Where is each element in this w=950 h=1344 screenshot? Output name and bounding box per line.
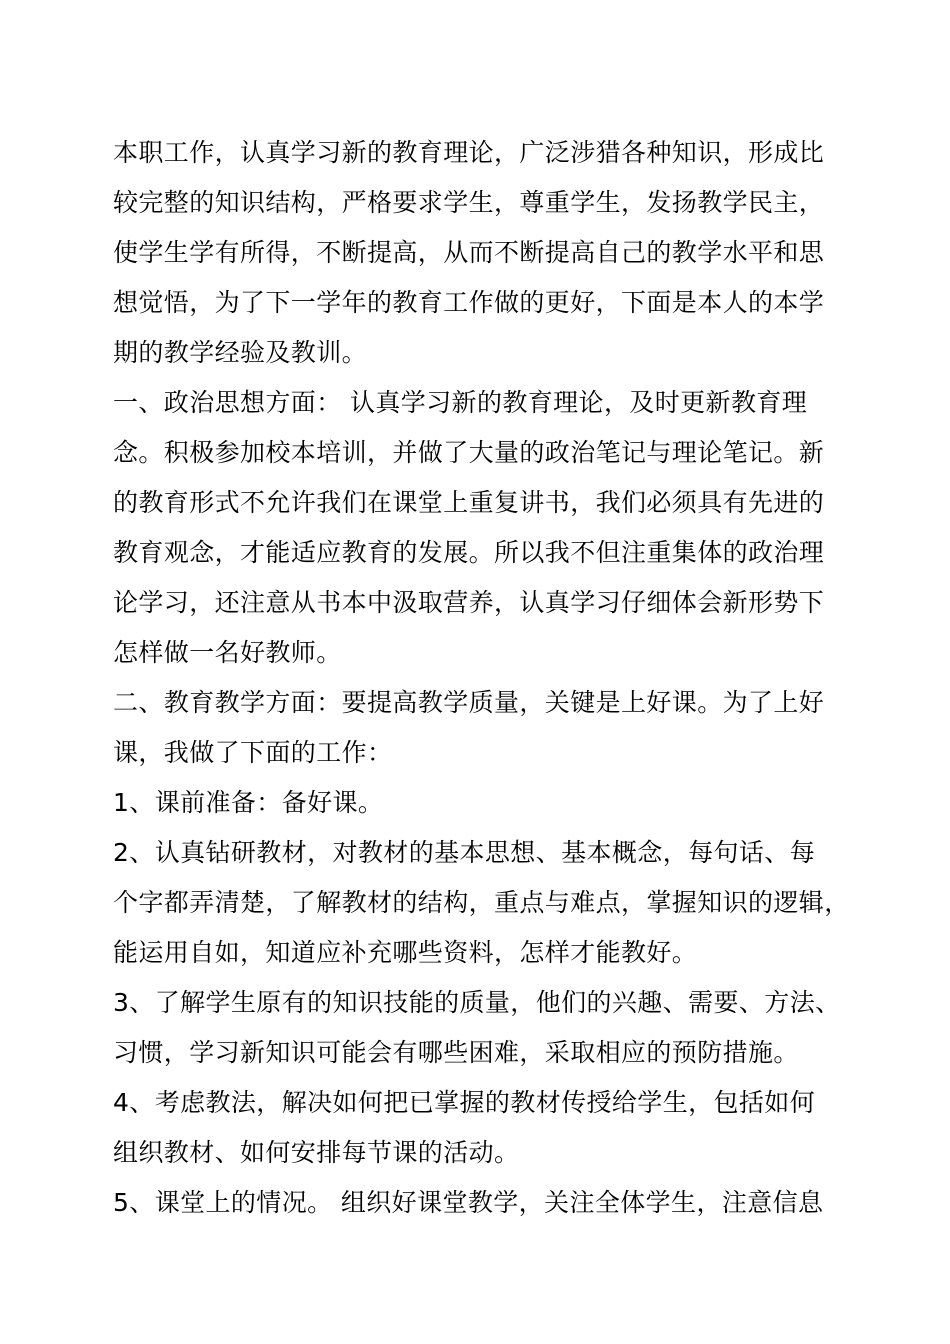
text-line: 想觉悟，为了下一学年的教育工作做的更好，下面是本人的本学: [113, 288, 825, 317]
text-line: 课，我做了下面的工作：: [113, 738, 393, 767]
list-item-line: 5、课堂上的情况。 组织好课堂教学，关注全体学生，注意信息: [113, 1188, 824, 1217]
text-line: 论学习，还注意从书本中汲取营养，认真学习仔细体会新形势下: [113, 588, 825, 617]
text-line: 教育观念，才能适应教育的发展。所以我不但注重集体的政治理: [113, 538, 825, 567]
text-line: 习惯，学习新知识可能会有哪些困难，采取相应的预防措施。: [113, 1038, 799, 1067]
text-line: 的教育形式不允许我们在课堂上重复讲书，我们必须具有先进的: [113, 488, 825, 517]
text-line: 个字都弄清楚，了解教材的结构，重点与难点，掌握知识的逻辑，: [113, 888, 850, 917]
list-item-line: 4、考虑教法，解决如何把已掌握的教材传授给学生，包括如何: [113, 1088, 816, 1117]
text-line: 本职工作，认真学习新的教育理论，广泛涉猎各种知识，形成比: [113, 138, 825, 167]
text-line: 能运用自如，知道应补充哪些资料，怎样才能教好。: [113, 938, 698, 967]
text-line: 念。积极参加校本培训，并做了大量的政治笔记与理论笔记。新: [113, 438, 825, 467]
text-line: 较完整的知识结构，严格要求学生，尊重学生，发扬教学民主，: [113, 188, 825, 217]
section-heading-line: 一、政治思想方面： 认真学习新的教育理论，及时更新教育理: [113, 388, 808, 417]
document-body: [113, 128, 873, 1228]
text-line: 组织教材、如何安排每节课的活动。: [113, 1138, 520, 1167]
section-heading-line: 二、教育教学方面：要提高教学质量，关键是上好课。为了上好: [113, 688, 825, 717]
text-line: 使学生学有所得，不断提高，从而不断提高自己的教学水平和思: [113, 238, 825, 267]
list-item-line: 2、认真钻研教材，对教材的基本思想、基本概念，每句话、每: [113, 838, 816, 867]
list-item-line: 3、了解学生原有的知识技能的质量，他们的兴趣、需要、方法、: [113, 988, 841, 1017]
text-line: 怎样做一名好教师。: [113, 638, 342, 667]
text-line: 期的教学经验及教训。: [113, 338, 368, 367]
list-item-line: 1、课前准备：备好课。: [113, 788, 384, 817]
